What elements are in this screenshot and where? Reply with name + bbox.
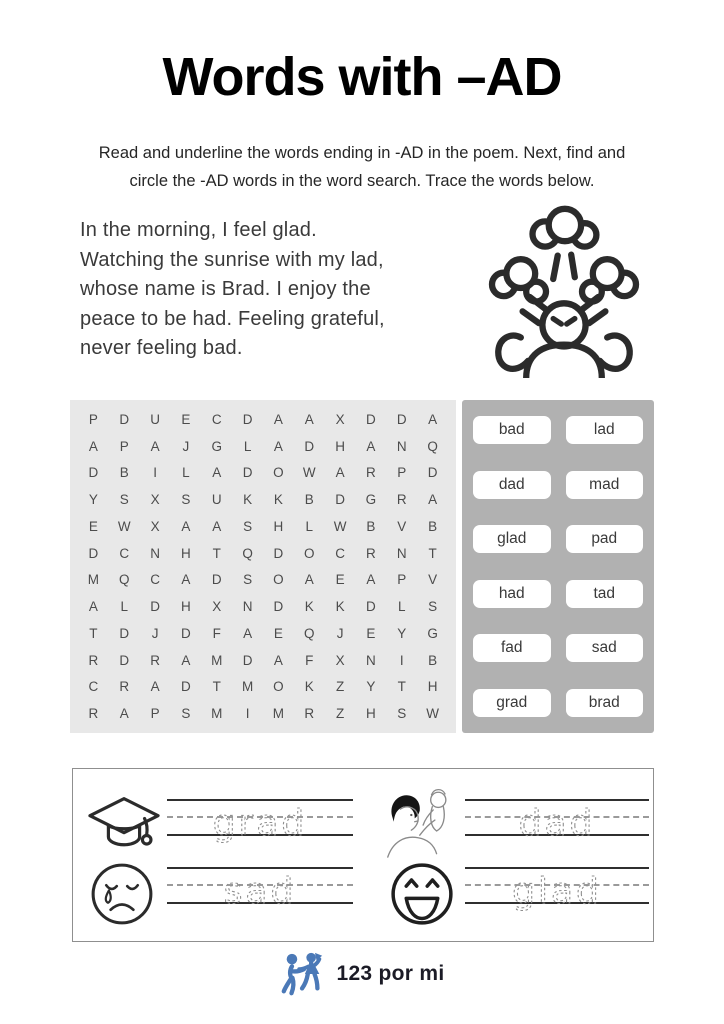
word-search-letter: D <box>242 465 253 481</box>
word-search-letter: Y <box>366 679 376 695</box>
word-search-letter: Q <box>118 572 130 588</box>
word-search-letter: D <box>304 438 315 454</box>
angry-person-steam-icon <box>474 198 654 378</box>
word-search-letter: P <box>88 411 98 427</box>
word-bank-pill: bad <box>473 416 551 444</box>
graduation-cap-icon <box>85 789 163 865</box>
word-search-letter: R <box>366 465 376 481</box>
word-search-letter: A <box>119 706 129 722</box>
word-search-letter: I <box>399 652 404 668</box>
word-search-letter: E <box>88 518 98 534</box>
word-search-letter: X <box>335 411 345 427</box>
word-search-letter: K <box>335 599 345 615</box>
word-bank-pill: had <box>473 580 551 608</box>
word-search-letter: W <box>117 518 131 534</box>
word-bank-pill: grad <box>473 689 551 717</box>
word-search-letter: M <box>272 706 285 722</box>
poem-line: peace to be had. Feeling grateful, <box>80 307 385 330</box>
word-search-letter: D <box>119 652 130 668</box>
word-search-letter: W <box>426 706 439 722</box>
word-bank-pill: dad <box>473 471 551 499</box>
word-search-letter: A <box>212 518 222 534</box>
word-search-letter: M <box>241 679 254 695</box>
word-search-letter: T <box>212 679 221 695</box>
word-search-letter: R <box>304 706 315 722</box>
word-search-letter: G <box>427 625 438 641</box>
word-search-letter: R <box>150 652 160 668</box>
word-search-letter: N <box>396 545 407 561</box>
poem-line: Watching the sunrise with my lad, <box>80 248 384 271</box>
word-search-letter: H <box>427 679 438 695</box>
word-bank-pill: mad <box>566 471 644 499</box>
word-search-letter: H <box>335 438 345 454</box>
word-search-letter: H <box>366 706 376 722</box>
word-search-letter: D <box>366 411 376 427</box>
word-search-letter: S <box>181 492 191 508</box>
word-search-letter: E <box>335 572 345 588</box>
word-search-letter: B <box>304 492 314 508</box>
trace-word: dad <box>518 803 596 844</box>
word-search-letter: O <box>273 679 284 695</box>
word-search-letter: J <box>182 438 190 454</box>
word-search-letter: T <box>428 545 437 561</box>
word-search-letter: D <box>119 411 130 427</box>
word-search-grid <box>70 400 456 733</box>
word-search-letter: R <box>88 706 99 722</box>
word-search-letter: Z <box>335 706 345 722</box>
word-search-letter: I <box>245 706 250 722</box>
word-search-letter: R <box>119 679 130 695</box>
word-search-letter: D <box>366 599 376 615</box>
word-search-letter: S <box>181 706 191 722</box>
word-search-letter: D <box>242 652 253 668</box>
happy-face-icon <box>387 859 457 929</box>
word-search-letter: Z <box>335 679 345 695</box>
word-search-letter: N <box>396 438 407 454</box>
word-search-letter: H <box>181 545 191 561</box>
word-search-letter: W <box>302 465 316 481</box>
word-search-letter: T <box>89 625 98 641</box>
word-search-letter: L <box>305 518 313 534</box>
word-search-letter: A <box>428 492 438 508</box>
word-search-letter: C <box>335 545 345 561</box>
word-bank-pill: glad <box>473 525 551 553</box>
word-search-letter: W <box>333 518 347 534</box>
word-search-letter: M <box>87 572 100 588</box>
word-search-letter: D <box>88 545 99 561</box>
crying-face-icon <box>87 859 157 929</box>
word-search-letter: D <box>273 599 284 615</box>
word-search-letter: D <box>335 492 345 508</box>
word-search-letter: B <box>366 518 376 534</box>
word-search-letter: K <box>304 679 314 695</box>
word-search-letter: T <box>397 679 406 695</box>
word-search-letter: D <box>181 679 191 695</box>
word-search-letter: R <box>396 492 407 508</box>
word-search-letter: C <box>119 545 130 561</box>
trace-lines-glad <box>465 867 649 912</box>
word-search-letter: K <box>273 492 283 508</box>
word-search-letter: Q <box>303 625 315 641</box>
word-bank-pill: sad <box>566 634 644 662</box>
word-bank-pill: pad <box>566 525 644 553</box>
word-search-letter: V <box>397 518 407 534</box>
footer-brand-block <box>0 948 724 1000</box>
word-search-letter: X <box>150 492 160 508</box>
word-bank-pill: brad <box>566 689 644 717</box>
word-search-letter: H <box>273 518 284 534</box>
word-search-letter: D <box>242 411 253 427</box>
word-search-letter: A <box>150 679 160 695</box>
word-search-letter: S <box>397 706 407 722</box>
page-title: Words with –AD <box>162 47 562 107</box>
word-search-letter: O <box>273 572 284 588</box>
word-search-letter: D <box>427 465 438 481</box>
word-search-letter: M <box>211 652 223 668</box>
word-search-letter: A <box>304 572 314 588</box>
word-search-letter: A <box>273 411 283 427</box>
brand-name: 123 por mi <box>336 962 445 985</box>
word-search-letter: D <box>273 545 284 561</box>
word-search-letter: G <box>211 438 222 454</box>
word-search-letter: A <box>428 411 438 427</box>
word-search-letter: N <box>150 545 160 561</box>
word-search-letter: R <box>366 545 376 561</box>
word-search-letter: S <box>428 599 438 615</box>
word-search-letter: A <box>212 465 222 481</box>
word-search-letter: J <box>336 625 344 641</box>
poem-line: In the morning, I feel glad. <box>80 219 317 241</box>
poem-text <box>80 216 480 364</box>
word-search-letter: T <box>212 545 221 561</box>
trace-word: grad <box>212 803 308 844</box>
word-search-letter: Y <box>88 492 98 508</box>
word-search-letter: L <box>243 438 252 454</box>
word-search-letter: A <box>150 438 160 454</box>
word-search-letter: B <box>119 465 129 481</box>
word-search-letter: V <box>428 572 438 588</box>
word-search-letter: D <box>181 625 191 641</box>
trace-lines-sad <box>167 867 353 912</box>
word-search-letter: A <box>181 518 191 534</box>
word-search-letter: X <box>212 599 222 615</box>
word-search-letter: A <box>304 411 314 427</box>
word-search-letter: O <box>303 545 315 561</box>
trace-lines-grad <box>167 799 353 844</box>
word-search-letter: C <box>88 679 99 695</box>
word-search-letter: I <box>153 465 157 481</box>
word-search-letter: D <box>396 411 407 427</box>
word-search-letter: X <box>150 518 160 534</box>
word-search-letter: Q <box>427 438 438 454</box>
word-search-letter: A <box>366 438 376 454</box>
dad-and-child-icon <box>381 783 461 863</box>
word-bank <box>462 400 654 733</box>
word-search-letter: P <box>397 572 407 588</box>
word-search-letter: P <box>150 706 160 722</box>
word-search-letter: E <box>181 411 191 427</box>
word-search-letter: A <box>366 572 376 588</box>
poem-line: whose name is Brad. I enjoy the <box>80 278 371 300</box>
word-search-letter: H <box>181 599 191 615</box>
word-search-letter: A <box>243 625 253 641</box>
word-search-letter: S <box>119 492 129 508</box>
word-bank-pill: fad <box>473 634 551 662</box>
word-search-letter: Q <box>242 545 253 561</box>
word-search-letter: A <box>335 465 345 481</box>
word-search-letter: N <box>366 652 376 668</box>
word-search-letter: C <box>211 411 222 427</box>
word-search-letter: D <box>211 572 222 588</box>
word-search-letter: S <box>243 518 253 534</box>
word-bank-pill: lad <box>566 416 644 444</box>
instructions-text: Read and underline the words ending in -AD in the poem. Next, find and circle the -AD words in the word search. Trace the words below. <box>98 144 626 190</box>
word-search-letter: A <box>181 652 191 668</box>
word-search-letter: O <box>273 465 284 481</box>
word-search-letter: A <box>273 652 283 668</box>
word-search-letter: R <box>88 652 99 668</box>
tracing-section <box>72 768 654 942</box>
word-search-letter: U <box>150 411 160 427</box>
word-search-letter: N <box>242 599 253 615</box>
poem-line: never feeling bad. <box>80 337 243 359</box>
word-search-letter: U <box>211 492 222 508</box>
word-search-letter: X <box>335 652 345 668</box>
word-search-letter: P <box>119 438 129 454</box>
trace-lines-dad <box>465 799 649 844</box>
word-search-letter: A <box>88 599 98 615</box>
word-search-letter: A <box>273 438 283 454</box>
trace-word: glad <box>512 871 602 912</box>
word-search-letter: C <box>150 572 160 588</box>
word-bank-pill: tad <box>566 580 644 608</box>
word-search-letter: F <box>305 652 314 668</box>
word-search-letter: E <box>273 625 283 641</box>
word-search-letter: P <box>397 465 407 481</box>
word-search-letter: D <box>150 599 160 615</box>
word-search-letter: Y <box>397 625 407 641</box>
word-search-letter: F <box>212 625 221 641</box>
word-search-letter: G <box>365 492 377 508</box>
word-search-letter: B <box>428 652 438 668</box>
trace-word: sad <box>223 871 297 912</box>
word-search-letter: K <box>243 492 253 508</box>
word-search-letter: M <box>211 706 223 722</box>
word-search-letter: A <box>88 438 98 454</box>
word-search-letter: L <box>120 599 128 615</box>
word-search-letter: L <box>182 465 190 481</box>
word-search-letter: J <box>151 625 159 641</box>
word-search-letter: B <box>428 518 438 534</box>
word-search-letter: S <box>243 572 253 588</box>
word-search-letter: E <box>366 625 376 641</box>
word-search-letter: L <box>397 599 406 615</box>
word-search-letter: D <box>119 625 130 641</box>
dancing-kids-icon <box>279 948 327 1000</box>
word-search-letter: K <box>304 599 314 615</box>
word-search-letter: A <box>181 572 191 588</box>
word-search-letter: D <box>88 465 99 481</box>
